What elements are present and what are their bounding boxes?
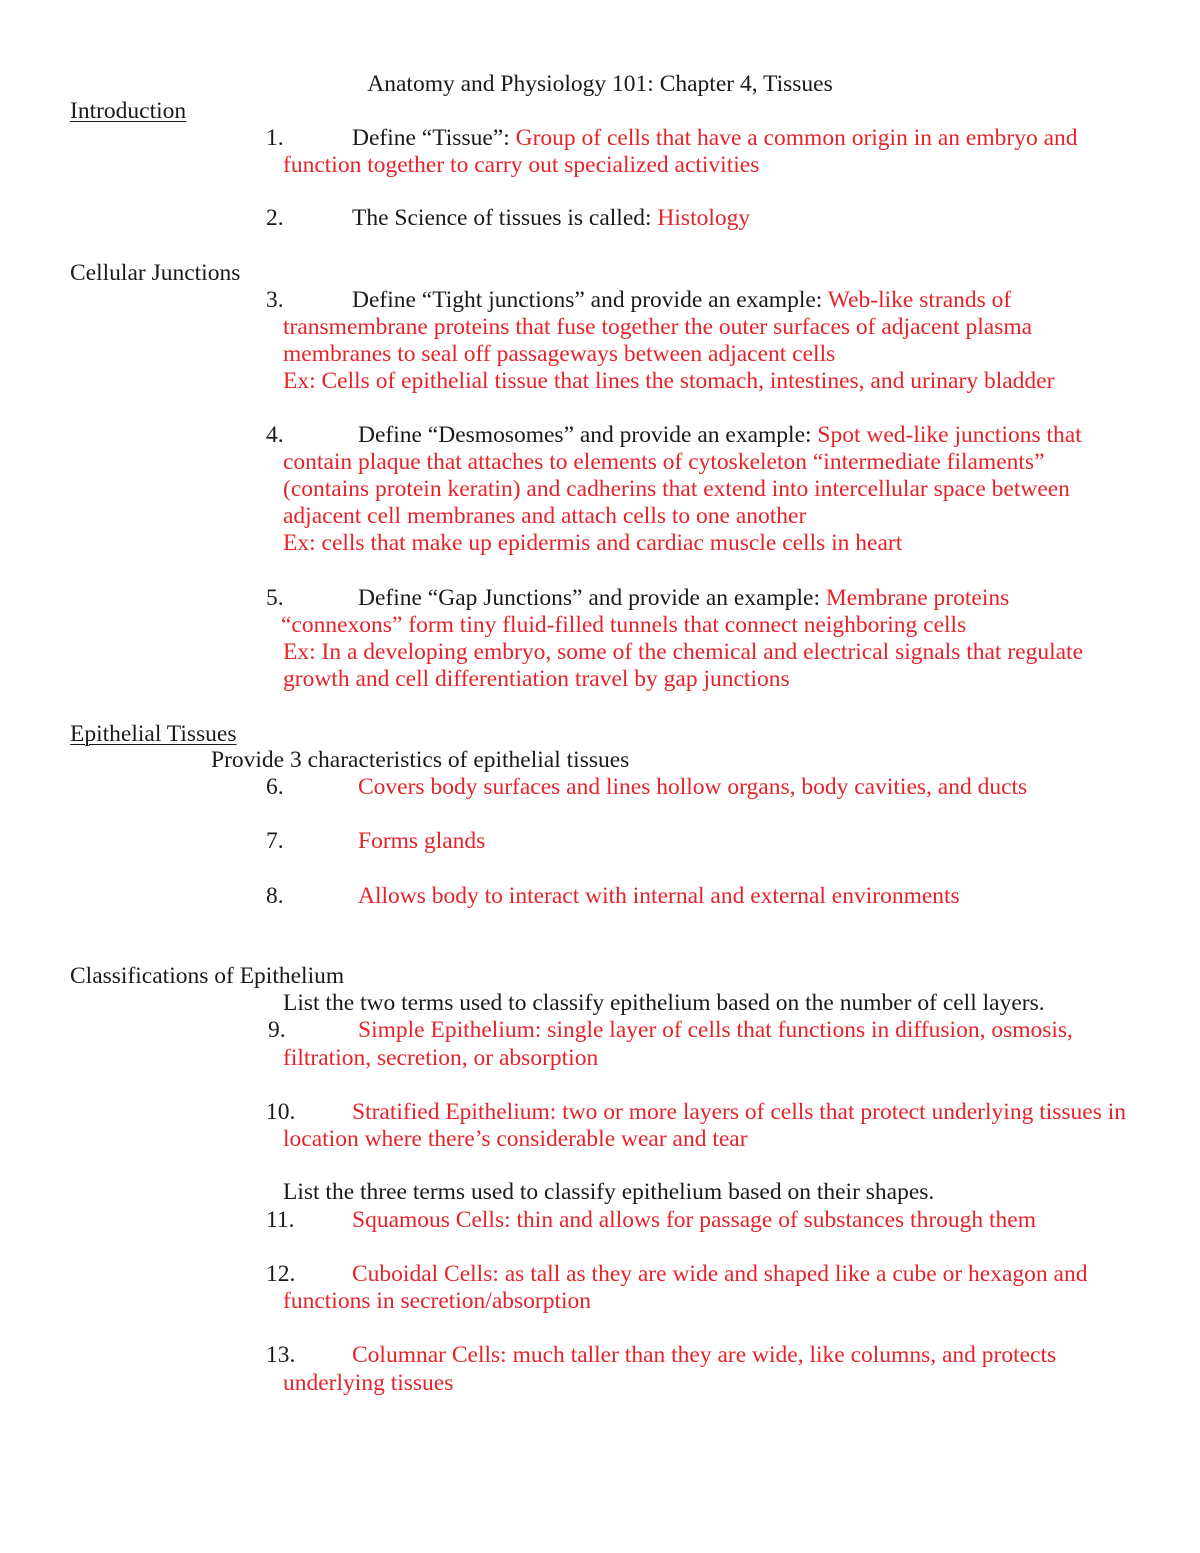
item-10-answer-line: Stratified Epithelium: two or more layers of cells that protect underlying tissues in — [352, 1099, 1127, 1125]
document-title: Anatomy and Physiology 101: Chapter 4, Tissues — [367, 71, 833, 97]
item-5-number: 5. — [266, 585, 284, 611]
item-10-answer-line: location where there’s considerable wear and tear — [283, 1126, 748, 1152]
item-4-answer-line: contain plaque that attaches to elements of cytoskeleton “intermediate filaments” — [283, 449, 1045, 475]
item-9-answer-line: filtration, secretion, or absorption — [283, 1045, 599, 1071]
section-heading-introduction: Introduction — [70, 98, 187, 124]
item-1-answer-line: Group of cells that have a common origin in an embryo and — [515, 125, 1078, 151]
item-4 — [0, 422, 1200, 449]
item-5-example-line: growth and cell differentiation travel by gap junctions — [283, 666, 790, 692]
item-4-continuation — [0, 449, 1200, 476]
item-3-example — [0, 368, 1200, 395]
item-13-continuation — [0, 1370, 1200, 1397]
section-cellular-junctions — [0, 260, 1200, 287]
item-9 — [0, 1017, 1200, 1044]
item-7-answer-line: Forms glands — [358, 828, 486, 854]
item-7 — [0, 828, 1200, 855]
item-3-example-line: Ex: Cells of epithelial tissue that lines the stomach, intestines, and urinary bladder — [283, 368, 1055, 394]
item-3-number: 3. — [266, 287, 284, 313]
item-3-answer-line: transmembrane proteins that fuse together the outer surfaces of adjacent plasma — [283, 314, 1033, 340]
item-9-continuation — [0, 1045, 1200, 1072]
item-1-answer-line: function together to carry out specialized activities — [283, 152, 760, 178]
item-11-answer-line: Squamous Cells: thin and allows for passage of substances through them — [352, 1207, 1037, 1233]
item-8 — [0, 883, 1200, 910]
item-5-example — [0, 666, 1200, 693]
section-heading-epithelial-tissues: Epithelial Tissues — [70, 721, 237, 747]
item-4-example-line: Ex: cells that make up epidermis and cardiac muscle cells in heart — [283, 530, 903, 556]
item-5-prompt: Define “Gap Junctions” and provide an example: — [358, 585, 826, 611]
item-4-example — [0, 530, 1200, 557]
item-11 — [0, 1207, 1200, 1234]
item-10 — [0, 1099, 1200, 1126]
item-10-continuation — [0, 1126, 1200, 1153]
item-6-answer-line: Covers body surfaces and lines hollow organs, body cavities, and ducts — [358, 774, 1028, 800]
item-5 — [0, 585, 1200, 612]
item-4-prompt: Define “Desmosomes” and provide an example: — [358, 422, 818, 448]
item-9-answer-line: Simple Epithelium: single layer of cells that functions in diffusion, osmosis, — [358, 1017, 1073, 1043]
item-3 — [0, 287, 1200, 314]
item-1-prompt: Define “Tissue”: — [352, 125, 516, 151]
item-13-number: 13. — [266, 1342, 296, 1368]
section-classifications — [0, 963, 1200, 990]
item-4-answer-line: Spot wed-like junctions that — [817, 422, 1082, 448]
item-2-number: 2. — [266, 205, 284, 231]
item-3-prompt: Define “Tight junctions” and provide an example: — [352, 287, 828, 313]
item-3-continuation — [0, 314, 1200, 341]
item-5-answer-line: Membrane proteins — [825, 585, 1010, 611]
item-1-text — [352, 125, 1078, 152]
item-5-continuation — [0, 612, 1200, 639]
item-3-answer-line: membranes to seal off passageways between adjacent cells — [283, 341, 836, 367]
item-3-continuation — [0, 341, 1200, 368]
item-5-example — [0, 639, 1200, 666]
item-2-text — [352, 205, 750, 232]
item-5-example-line: Ex: In a developing embryo, some of the chemical and electrical signals that regulate — [283, 639, 1084, 665]
item-3-text — [352, 287, 1011, 314]
item-13-answer-line: underlying tissues — [283, 1370, 454, 1396]
item-9-number: 9. — [268, 1017, 286, 1043]
item-4-answer-line: (contains protein keratin) and cadherins that extend into intercellular space between — [283, 476, 1070, 502]
item-8-number: 8. — [266, 883, 284, 909]
item-8-answer-line: Allows body to interact with internal and external environments — [358, 883, 960, 909]
classifications-instruction-layers — [0, 990, 1200, 1017]
item-7-number: 7. — [266, 828, 284, 854]
item-12-continuation — [0, 1288, 1200, 1315]
item-5-answer-line: “connexons” form tiny fluid-filled tunnels that connect neighboring cells — [281, 612, 967, 638]
item-5-text — [358, 585, 1009, 612]
item-4-number: 4. — [266, 422, 284, 448]
item-12-answer-line: functions in secretion/absorption — [283, 1288, 592, 1314]
classifications-instruction-shapes — [0, 1179, 1200, 1206]
item-12-number: 12. — [266, 1261, 296, 1287]
item-1 — [0, 125, 1200, 152]
instruction-text: List the three terms used to classify epithelium based on their shapes. — [283, 1179, 935, 1205]
item-4-continuation — [0, 476, 1200, 503]
item-6 — [0, 774, 1200, 801]
item-4-answer-line: adjacent cell membranes and attach cells to one another — [283, 503, 807, 529]
section-introduction — [0, 98, 1200, 125]
item-2 — [0, 205, 1200, 232]
item-12-answer-line: Cuboidal Cells: as tall as they are wide and shaped like a cube or hexagon and — [352, 1261, 1088, 1287]
item-10-number: 10. — [266, 1099, 296, 1125]
item-11-number: 11. — [266, 1207, 295, 1233]
item-1-number: 1. — [266, 125, 284, 151]
item-13-answer-line: Columnar Cells: much taller than they are wide, like columns, and protects — [352, 1342, 1057, 1368]
item-13 — [0, 1342, 1200, 1369]
section-heading-classifications: Classifications of Epithelium — [70, 963, 345, 989]
instruction-text: Provide 3 characteristics of epithelial tissues — [211, 747, 630, 773]
epithelial-instruction — [0, 747, 1200, 774]
item-3-answer-line: Web-like strands of — [827, 287, 1012, 313]
section-heading-cellular-junctions: Cellular Junctions — [70, 260, 241, 286]
item-2-prompt: The Science of tissues is called: — [352, 205, 658, 231]
item-1-continuation — [0, 152, 1200, 179]
instruction-text: List the two terms used to classify epithelium based on the number of cell layers. — [283, 990, 1045, 1016]
item-12 — [0, 1261, 1200, 1288]
item-6-number: 6. — [266, 774, 284, 800]
item-4-continuation — [0, 503, 1200, 530]
item-4-text — [358, 422, 1082, 449]
section-epithelial-tissues — [0, 721, 1200, 748]
item-2-answer-line: Histology — [657, 205, 751, 231]
